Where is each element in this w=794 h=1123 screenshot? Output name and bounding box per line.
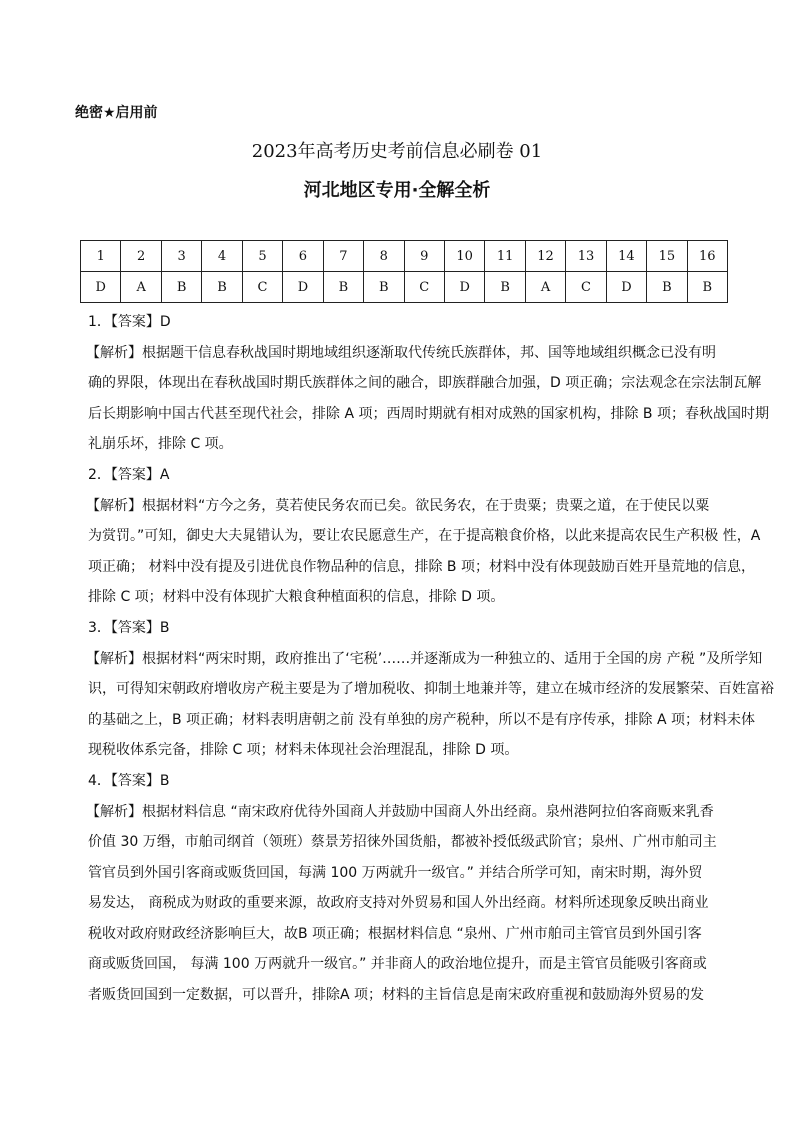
document-title: 2023年高考历史考前信息必刷卷 01 xyxy=(251,141,543,162)
explanation-line: 商或贩货回国， 每满 100 万两就升一级官。” 并非商人的政治地位提升，而是主管官员能吸引客商或 xyxy=(88,956,707,973)
question-number-cell: 15 xyxy=(647,241,687,272)
answer-cell: A xyxy=(121,272,161,303)
question-number-cell: 1 xyxy=(81,241,121,272)
question-number-cell: 2 xyxy=(121,241,161,272)
question-number-cell: 14 xyxy=(606,241,646,272)
answer-cell: B xyxy=(687,272,727,303)
answer-cell: D xyxy=(444,272,484,303)
answer-cell: C xyxy=(242,272,282,303)
document-subtitle: 河北地区专用·全解全析 xyxy=(303,180,491,201)
question-number-row xyxy=(81,241,728,272)
question-number-cell: 7 xyxy=(323,241,363,272)
question-number-cell: 6 xyxy=(283,241,323,272)
explanation-line: 易发达， 商税成为财政的重要来源，故政府支持对外贸易和国人外出经商。材料所述现象反映出商业 xyxy=(88,895,709,912)
question-number-cell: 4 xyxy=(202,241,242,272)
answer-heading: 4．【答案】B xyxy=(88,772,170,789)
explanation-line: 现税收体系完备，排除 C 项；材料未体现社会治理混乱，排除 D 项。 xyxy=(88,742,519,759)
answer-heading: 2．【答案】A xyxy=(88,466,170,483)
question-number-cell: 8 xyxy=(364,241,404,272)
question-number-cell: 13 xyxy=(566,241,606,272)
answer-explanations xyxy=(86,307,774,1011)
explanation-line: 后长期影响中国古代甚至现代社会，排除 A 项；西周时期就有相对成熟的国家机构，排除 B 项；春秋战国时期 xyxy=(88,405,769,422)
answer-cell: B xyxy=(364,272,404,303)
answer-cell: B xyxy=(202,272,242,303)
answer-row xyxy=(81,272,728,303)
answer-cell: D xyxy=(606,272,646,303)
answer-cell: B xyxy=(647,272,687,303)
question-number-cell: 12 xyxy=(525,241,565,272)
explanation-line: 【解析】根据题干信息春秋战国时期地域组织逐渐取代传统氏族群体，邦、国等地域组织概念已没有明 xyxy=(86,344,716,361)
answer-cell: C xyxy=(566,272,606,303)
answer-cell: B xyxy=(161,272,201,303)
answer-cell: C xyxy=(404,272,444,303)
confidential-label: 绝密★启用前 xyxy=(75,105,158,121)
question-number-cell: 5 xyxy=(242,241,282,272)
explanation-line: 为赏罚。”可知，御史大夫晁错认为，要让农民愿意生产，在于提高粮食价格，以此来提高农民生产积极 性，A xyxy=(88,528,761,545)
explanation-line: 排除 C 项；材料中没有体现扩大粮食种植面积的信息，排除 D 项。 xyxy=(88,589,505,606)
explanation-line: 礼崩乐坏，排除 C 项。 xyxy=(88,436,233,453)
question-number-cell: 10 xyxy=(444,241,484,272)
explanation-line: 的基础之上，B 项正确；材料表明唐朝之前 没有单独的房产税种，所以不是有序传承，排除 A 项；材料未体 xyxy=(88,711,755,728)
answer-heading: 1．【答案】D xyxy=(88,314,171,330)
question-number-cell: 11 xyxy=(485,241,525,272)
answer-cell: D xyxy=(283,272,323,303)
explanation-line: 确的界限，体现出在春秋战国时期氏族群体之间的融合，即族群融合加强，D 项正确；宗法观念在宗法制瓦解 xyxy=(88,375,762,392)
explanation-line: 者贩货回国到一定数据，可以晋升，排除A 项；材料的主旨信息是南宋政府重视和鼓励海外贸易的发 xyxy=(88,987,705,1004)
answer-table xyxy=(80,240,728,303)
answer-cell: B xyxy=(323,272,363,303)
explanation-line: 识，可得知宋朝政府增收房产税主要是为了增加税收、抑制土地兼并等，建立在城市经济的发展繁荣、百姓富裕 xyxy=(88,681,774,698)
explanation-line: 【解析】根据材料信息 “南宋政府优待外国商人并鼓励中国商人外出经商。泉州港阿拉伯客商贩来乳香 xyxy=(86,803,714,820)
explanation-line: 管官员到外国引客商或贩货回国，每满 100 万两就升一级官。” 并结合所学可知，南宋时期，海外贸 xyxy=(88,864,703,881)
explanation-line: 【解析】根据材料“两宋时期，政府推出了‘宅税’……并逐渐成为一种独立的、适用于全国的房 产税 ”及所学知 xyxy=(86,650,763,667)
answer-cell: D xyxy=(81,272,121,303)
explanation-line: 【解析】根据材料“方今之务，莫若使民务农而已矣。欲民务农，在于贵粟；贵粟之道，在于使民以粟 xyxy=(86,497,710,514)
question-number-cell: 3 xyxy=(161,241,201,272)
explanation-line: 税收对政府财政经济影响巨大，故B 项正确；根据材料信息 “泉州、广州市舶司主管官员到外国引客 xyxy=(88,925,702,942)
answer-cell: A xyxy=(525,272,565,303)
explanation-line: 价值 30 万缗，市舶司纲首（领班）蔡景芳招徕外国货船，都被补授低级武阶官；泉州、广州市舶司主 xyxy=(88,834,717,851)
explanation-line: 项正确； 材料中没有提及引进优良作物品种的信息，排除 B 项；材料中没有体现鼓励百姓开垦荒地的信息， xyxy=(88,558,755,575)
answer-cell: B xyxy=(485,272,525,303)
answer-heading: 3．【答案】B xyxy=(88,619,170,636)
question-number-cell: 9 xyxy=(404,241,444,272)
question-number-cell: 16 xyxy=(687,241,727,272)
